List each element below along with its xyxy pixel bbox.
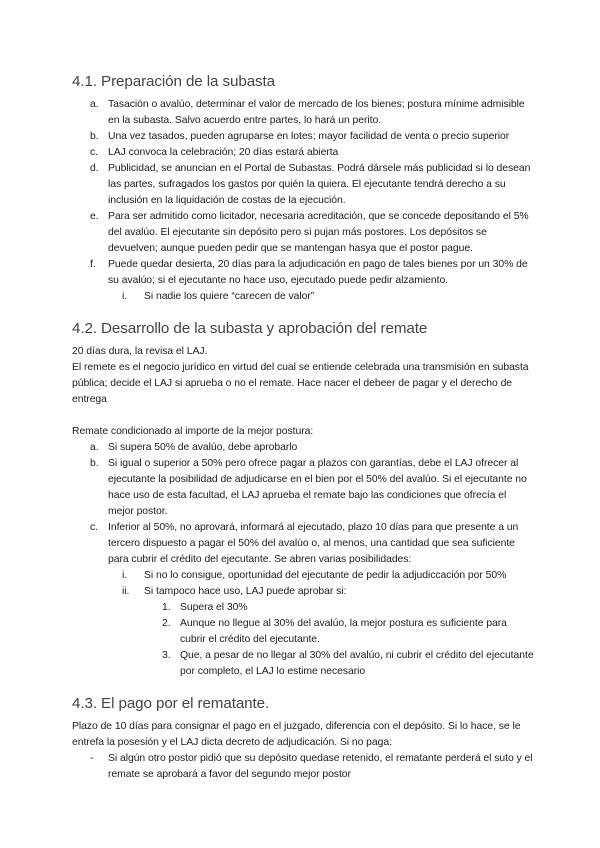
list-marker: a. bbox=[90, 442, 99, 453]
list-item-d bbox=[72, 161, 534, 209]
list-4-2 bbox=[72, 440, 534, 680]
list-item-text: Aunque no llegue al 30% del avalúo, la mejor postura es suficiente para cubrir el crédito del ejecutante. bbox=[180, 618, 507, 645]
list-item-text: Si no lo consigue, oportunidad del ejecutante de pedir la adjudiccación por 50% bbox=[144, 570, 507, 581]
section-heading-4-3: 4.3. El pago por el rematante. bbox=[72, 695, 270, 712]
list-item-text: Si tampoco hace uso, LAJ puede aprobar si: bbox=[144, 586, 347, 597]
document-page bbox=[72, 72, 534, 783]
paragraph: Remate condicionado al importe de la mejor postura: bbox=[72, 426, 314, 437]
list-marker: c. bbox=[90, 147, 98, 158]
list-marker: 3. bbox=[162, 650, 171, 661]
list-subsubitem-2 bbox=[72, 616, 534, 648]
list-item-text: Si nadie los quiere “carecen de valor” bbox=[144, 291, 315, 302]
list-item-text: Publicidad, se anuncian en el Portal de Subastas. Podrá dársele más publicidad si lo desean las partes, sufragados los gastos por quién la quiera. El ejecutante tendrá derecho a su inclusión en la liquidación de costas de la ejecución. bbox=[108, 163, 531, 206]
list-marker: e. bbox=[90, 211, 99, 222]
list-item-text: Para ser admitido como licitador, necesaria acreditación, que se concede depositando el 5% del avalúo. El ejecutante sin depósito pero si pujan más postores. Los depósitos se devuelven; aunque pueden pedir que se mantengan hasya que el postor pague. bbox=[108, 211, 529, 254]
list-marker: i. bbox=[122, 570, 128, 581]
list-item-text: Una vez tasados, pueden agruparse en lotes; mayor facilidad de venta o precio superior bbox=[108, 131, 510, 142]
list-item-text: Si igual o superior a 50% pero ofrece pagar a plazos con garantías, debe el LAJ ofrecer al ejecutante la posibilidad de adjudicarse en el bien por el 50% del avalúo. Si el ejecutante no hace uso de esta facultad, el LAJ aprueba el remate bajo las condiciones que ofrecía el mejor postor. bbox=[108, 458, 527, 517]
list-marker: a. bbox=[90, 99, 99, 110]
list-item-a bbox=[72, 97, 534, 129]
list-4-1 bbox=[72, 97, 534, 305]
paragraph: Plazo de 10 días para consignar el pago en el juzgado, diferencia con el depósito. Si lo hace, se le entrefa la posesión y el LAJ dicta decreto de adjudicación. Si no paga: bbox=[72, 721, 521, 748]
list-item-a bbox=[72, 440, 534, 456]
list-marker: f. bbox=[90, 259, 96, 270]
bullet-item bbox=[72, 751, 534, 783]
paragraph: El remete es el negocio jurídico en virtud del cual se entiende celebrada una transmisión en subasta pública; decide el LAJ si aprueba o no el remate. Hace nacer el debeer de pagar y el derecho de entrega bbox=[72, 362, 529, 405]
list-marker: b. bbox=[90, 458, 99, 469]
bullet-marker: - bbox=[90, 753, 94, 764]
list-item-c bbox=[72, 520, 534, 568]
list-item-text: LAJ convoca la celebración; 20 días estará abierta bbox=[108, 147, 339, 158]
list-marker: c. bbox=[90, 522, 98, 533]
list-item-c bbox=[72, 145, 534, 161]
list-marker: b. bbox=[90, 131, 99, 142]
list-item-e bbox=[72, 209, 534, 257]
list-item-text: Si algún otro postor pidió que su depósito quedase retenido, el rematante perderá el suto y el remate se aprobará a favor del segundo mejor postor bbox=[108, 753, 533, 780]
paragraph: 20 días dura, la revisa el LAJ. bbox=[72, 346, 208, 357]
list-marker: d. bbox=[90, 163, 99, 174]
list-marker: 1. bbox=[162, 602, 171, 613]
section-heading-4-1: 4.1. Preparación de la subasta bbox=[72, 73, 276, 90]
blank-line bbox=[72, 408, 534, 424]
list-item-text: Tasación o avalúo, determinar el valor de mercado de los bienes; postura mínime admisible en la subasta. Salvo acuerdo entre partes, lo hará un perito. bbox=[108, 99, 525, 126]
list-marker: 2. bbox=[162, 618, 171, 629]
list-subitem-i bbox=[72, 568, 534, 584]
list-subitem-ii bbox=[72, 584, 534, 600]
list-marker: ii. bbox=[122, 586, 130, 597]
list-subsubitem-1 bbox=[72, 600, 534, 616]
list-marker: i. bbox=[122, 291, 128, 302]
list-item-b bbox=[72, 456, 534, 520]
section-heading-4-2: 4.2. Desarrollo de la subasta y aprobación del remate bbox=[72, 320, 428, 337]
list-subsubitem-3 bbox=[72, 648, 534, 680]
list-item-text: Puede quedar desierta, 20 días para la adjudicación en pago de tales bienes por un 30% de su avalúo; si el ejecutante no hace uso, ejecutado puede pedir alzamiento. bbox=[108, 259, 528, 286]
list-item-f bbox=[72, 257, 534, 289]
list-item-text: Si supera 50% de avalúo, debe aprobarlo bbox=[108, 442, 298, 453]
list-item-text: Inferior al 50%, no aprovará, informará al ejecutado, plazo 10 días para que presente a un tercero dispuesto a pagar el 50% del avalúo o, al menos, una cantidad que sea suficiente para cubrir el crédito del ejecutante. Se abren varias posibilidades: bbox=[108, 522, 519, 565]
list-item-b bbox=[72, 129, 534, 145]
list-item-text: Que, a pesar de no llegar al 30% del avalúo, ni cubrir el crédito del ejecutante por completo, el LAJ lo estime necesario bbox=[180, 650, 534, 677]
list-subitem-i bbox=[72, 289, 534, 305]
list-item-text: Supera el 30% bbox=[180, 602, 248, 613]
